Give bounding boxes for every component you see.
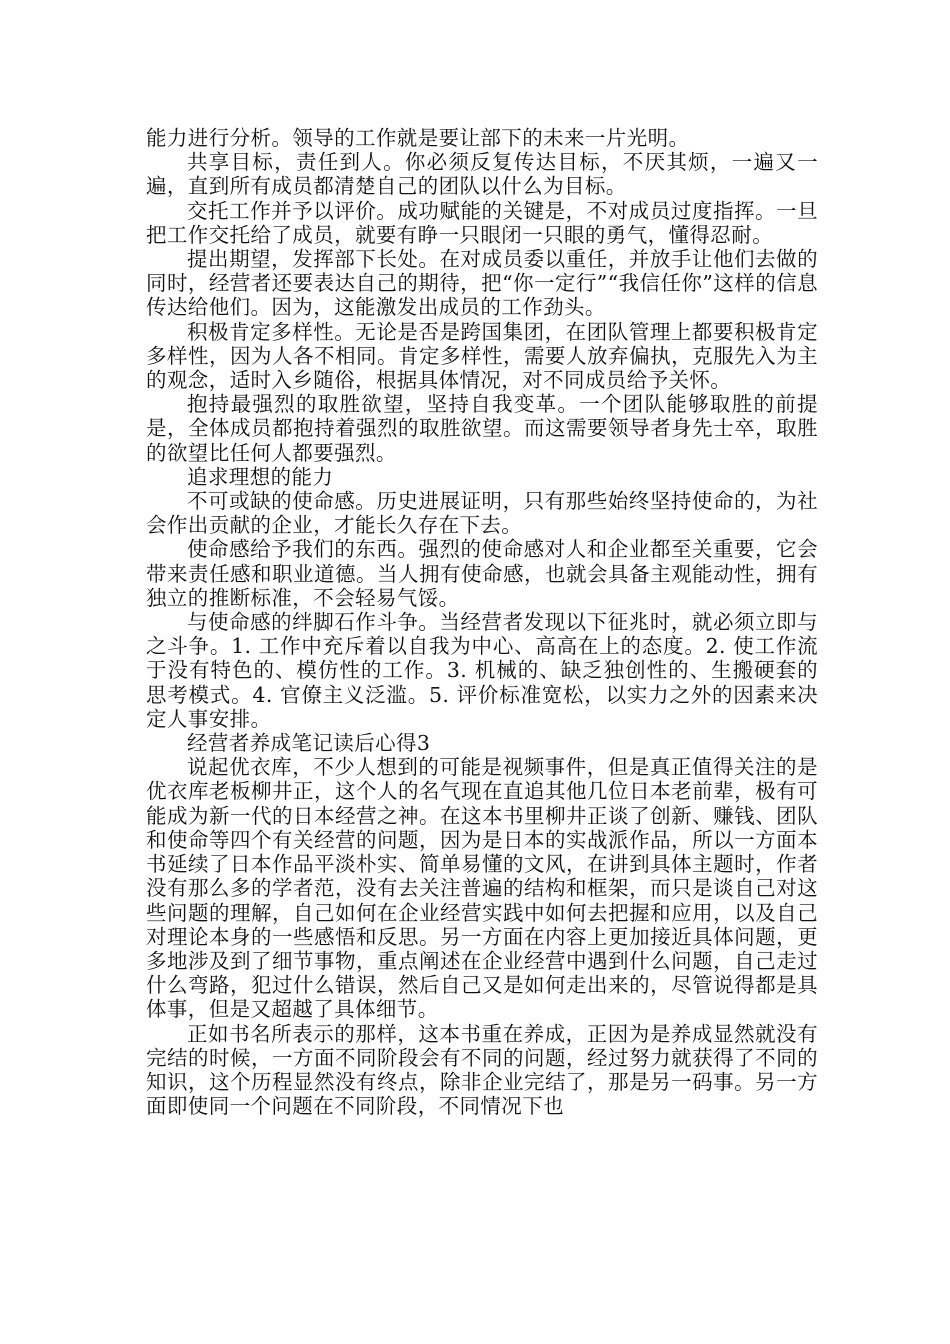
paragraph-book-title-meaning: 正如书名所表示的那样，这本书重在养成，正因为是养成显然就没有完结的时候，一方面不同阶段会有不同的问题，经过努力就获得了不同的知识，这个历程显然没有终点，除非企业完结了，那是另一码事。另一方面即使同一个问题在不同阶段，不同情况下也: [146, 1021, 818, 1119]
paragraph-will-to-win: 抱持最强烈的取胜欲望，坚持自我变革。一个团队能够取胜的前提是，全体成员都抱持着强烈的取胜欲望。而这需要领导者身先士卒，取胜的欲望比任何人都要强烈。: [146, 392, 818, 465]
paragraph-diversity: 积极肯定多样性。无论是否是跨国集团，在团队管理上都要积极肯定多样性，因为人各不相同。肯定多样性，需要人放弃偏执，克服先入为主的观念，适时入乡随俗，根据具体情况，对不同成员给予关怀。: [146, 319, 818, 393]
section-heading-reflection-3: 经营者养成笔记读后心得3: [187, 731, 431, 756]
paragraph-shared-goals: 共享目标，责任到人。你必须反复传达目标，不厌其烦，一遍又一遍，直到所有成员都清楚自己的团队以什么为目标。: [146, 150, 818, 199]
paragraph-mission-obstacles: 与使命感的绊脚石作斗争。当经营者发现以下征兆时，就必须立即与之斗争。1. 工作中充斥着以自我为中心、高高在上的态度。2. 使工作流于没有特色的、模仿性的工作。3. 机械的、缺乏独创性的、生搬硬套的思考模式。4. 官僚主义泛滥。5. 评价标准宽松，以实力之外的因素来决定人事安排。: [146, 610, 818, 731]
document-body: [146, 126, 818, 1118]
paragraph-mission-gives: 使命感给予我们的东西。强烈的使命感对人和企业都至关重要，它会带来责任感和职业道德。当人拥有使命感，也就会具备主观能动性，拥有独立的推断标准，不会轻易气馁。: [146, 537, 818, 610]
paragraph-mission: 不可或缺的使命感。历史进展证明，只有那些始终坚持使命的，为社会作出贡献的企业，才能长久存在下去。: [146, 489, 818, 538]
paragraph-delegate-work: 交托工作并予以评价。成功赋能的关键是，不对成员过度指挥。一旦把工作交托给了成员，就要有睁一只眼闭一只眼的勇气，懂得忍耐。: [146, 198, 818, 247]
paragraph-expectations: 提出期望，发挥部下长处。在对成员委以重任，并放手让他们去做的同时，经营者还要表达自己的期待，把“你一定行”“我信任你”这样的信息传达给他们。因为，这能激发出成员的工作劲头。: [146, 247, 818, 320]
section-heading-ideals: 追求理想的能力: [187, 464, 334, 489]
paragraph-uniqlo: 说起优衣库，不少人想到的可能是视频事件，但是真正值得关注的是优衣库老板柳井正，这个人的名气现在直追其他几位日本老前辈，极有可能成为新一代的日本经营之神。在这本书里柳井正谈了创新、赚钱、团队和使命等四个有关经营的问题，因为是日本的实战派作品，所以一方面本书延续了日本作品平淡朴实、简单易懂的文风，在讲到具体主题时，作者没有那么多的学者范，没有去关注普遍的结构和框架，而只是谈自己对这些问题的理解，自己如何在企业经营实践中如何去把握和应用，以及自己对理论本身的一些感悟和反思。另一方面在内容上更加接近具体问题，更多地涉及到了细节事物，重点阐述在企业经营中遇到什么问题，自己走过什么弯路，犯过什么错误，然后自己又是如何走出来的，尽管说得都是具体事，但是又超越了具体细节。: [146, 755, 818, 1022]
paragraph-continuation: 能力进行分析。领导的工作就是要让部下的未来一片光明。: [146, 126, 690, 150]
